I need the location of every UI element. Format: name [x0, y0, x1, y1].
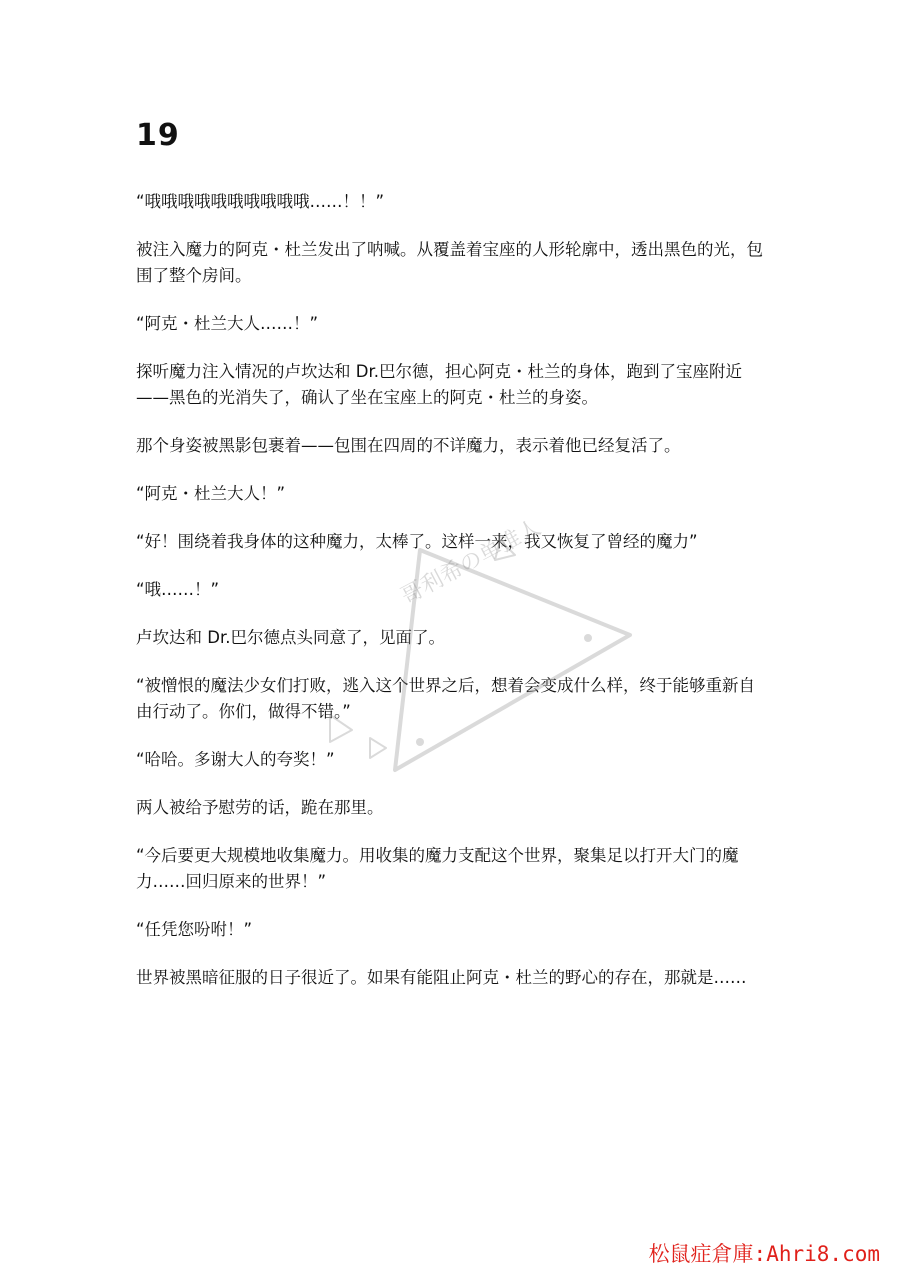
chapter-number: 19 — [136, 118, 180, 153]
paragraph: 被注入魔力的阿克・杜兰发出了呐喊。从覆盖着宝座的人形轮廓中，透出黑色的光，包围了整个房间。 — [136, 240, 763, 285]
paragraph: “哦哦哦哦哦哦哦哦哦哦……！！” — [136, 192, 385, 211]
source-watermark: 松鼠症倉庫:Ahri8.com — [648, 1242, 880, 1266]
paragraph: 那个身姿被黑影包裹着——包围在四周的不详魔力，表示着他已经复活了。 — [136, 436, 681, 455]
paragraph: “任凭您吩咐！” — [136, 920, 253, 939]
paragraph: “今后要更大规模地收集魔力。用收集的魔力支配这个世界，聚集足以打开大门的魔力……回归原来的世界！” — [136, 846, 739, 891]
paragraph: “阿克・杜兰大人……！” — [136, 314, 319, 333]
paragraph: “阿克・杜兰大人！” — [136, 484, 286, 503]
watermark-text: 哥利希の单推人 — [397, 515, 546, 610]
paragraph: 两人被给予慰劳的话，跪在那里。 — [136, 798, 384, 817]
paragraph: “被憎恨的魔法少女们打败，逃入这个世界之后，想着会变成什么样，终于能够重新自由行动了。你们，做得不错。” — [136, 676, 756, 721]
paragraph: 卢坎达和 Dr.巴尔德点头同意了，见面了。 — [136, 628, 445, 647]
paragraph: 世界被黑暗征服的日子很近了。如果有能阻止阿克・杜兰的野心的存在，那就是…… — [136, 968, 747, 987]
paragraph: “好！围绕着我身体的这种魔力，太棒了。这样一来，我又恢复了曾经的魔力” — [136, 532, 698, 551]
story-text — [136, 189, 768, 1013]
paragraph: “哦……！” — [136, 580, 220, 599]
paragraph: “哈哈。多谢大人的夸奖！” — [136, 750, 335, 769]
paragraph: 探听魔力注入情况的卢坎达和 Dr.巴尔德，担心阿克・杜兰的身体，跑到了宝座附近——黑色的光消失了，确认了坐在宝座上的阿克・杜兰的身姿。 — [136, 362, 742, 407]
